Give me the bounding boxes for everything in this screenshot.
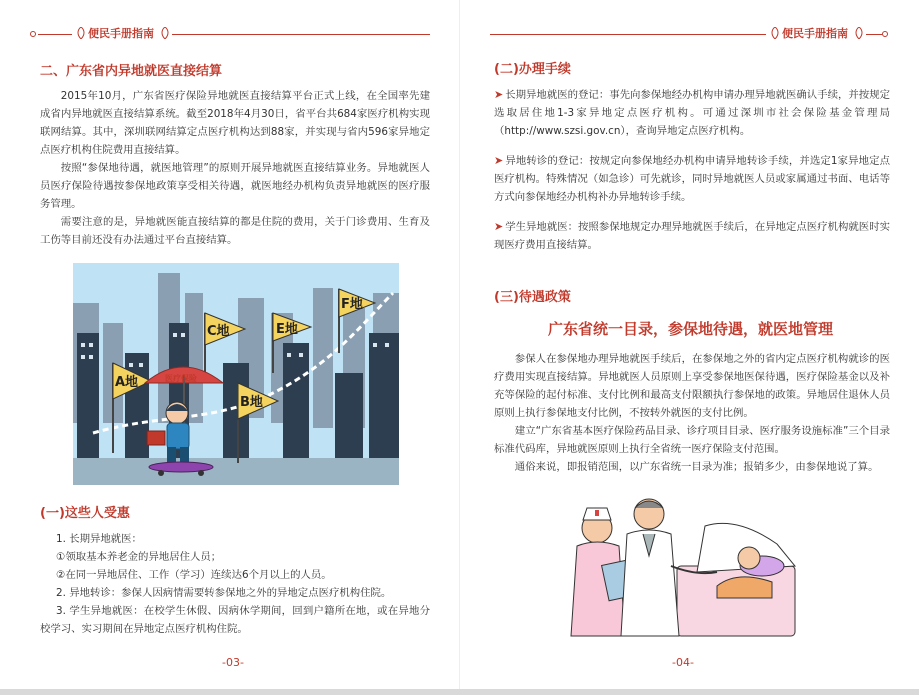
paragraph: 按照“参保地待遇，就医地管理”的原则开展异地就医直接结算业务。异地就医人员医疗保险待遇按参保地政策享受相关待遇，就医地经办机构负责异地就医的医疗服务管理。: [40, 162, 430, 210]
section-title-direct-settlement: 二、广东省内异地就医直接结算: [40, 64, 223, 79]
page-number-right: -04-: [672, 656, 694, 669]
flag-label: F地: [341, 297, 363, 312]
subsection-title-policy: (三)待遇政策: [494, 290, 571, 305]
leaf-icon: [76, 27, 86, 39]
header-title-right: 便民手册指南: [782, 27, 848, 40]
list-item: 1. 长期异地就医：: [56, 533, 142, 545]
ornament-dot-icon: [30, 31, 36, 37]
procedure-bullet: ➤ 学生异地就医：按照参保地规定办理异地就医手续后，在异地定点医疗机构就医时实现医疗费用直接结算。: [494, 220, 890, 251]
flag-label: B地: [240, 395, 263, 410]
paragraph: 通俗来说，即报销范围，以广东省统一目录为准；报销多少，由参保地说了算。: [514, 461, 879, 473]
page-left: [0, 0, 459, 690]
procedure-bullet: ➤ 异地转诊的登记：按规定向参保地经办机构申请异地转诊手续，并选定1家异地定点医疗机构。特殊情况（如急诊）可先就诊，同时异地就医人员或家属通过书面、电话等方式向参保地经办机构补办异地转诊手续。: [494, 154, 890, 203]
leaf-icon: [854, 27, 864, 39]
paragraph: 2015年10月，广东省医疗保险异地就医直接结算平台正式上线，在全国率先建成省内异地就医直接结算系统。截至2018年4月30日，省平台共684家医疗机构实现联网结算。其中，深圳联网结算定点医疗机构达到88家，并实现与省内596家异地定点医疗机构住院费用直接结算。: [40, 90, 430, 156]
subsection-title-beneficiaries: (一)这些人受惠: [40, 506, 130, 521]
paragraph: 参保人在参保地办理异地就医手续后，在参保地之外的省内定点医疗机构就诊的医疗费用实现直接结算。异地就医人员原则上享受参保地医保待遇，医疗保险基金以及补充等保险的起付标准、支付比例和最高支付限额执行参保地的政策。异地居住退休人员原则上执行参保地支付比例，不按转外就医的支付比例。: [494, 353, 890, 419]
leaf-icon: [160, 27, 170, 39]
header-title-left: 便民手册指南: [88, 27, 154, 40]
list-item: 3. 学生异地就医：在校学生休假、因病休学期间，回到户籍所在地，或在异地分校学习、实习期间在异地定点医疗机构住院。: [40, 605, 430, 635]
page-number-left: -03-: [222, 656, 244, 669]
procedure-bullet: ➤ 长期异地就医的登记：事先向参保地经办机构申请办理异地就医确认手续，并按规定选取居住地1-3家异地定点医疗机构。可通过深圳市社会保险基金管理局（http://www.szsi.gov.cn），查询异地定点医疗机构。: [494, 88, 890, 137]
arrow-bullet-icon: ➤: [494, 88, 504, 101]
leaf-icon: [770, 27, 780, 39]
arrow-bullet-icon: ➤: [494, 154, 504, 167]
list-item: 2. 异地转诊：参保人因病情需要转参保地之外的异地定点医疗机构住院。: [56, 587, 392, 599]
header-ornament-right: [490, 24, 890, 46]
doctor-nurse-patient-illustration: [567, 486, 797, 646]
paragraph: 需要注意的是，异地就医能直接结算的都是住院的费用，关于门诊费用、生育及工伤等目前还没有办法通过平台直接结算。: [40, 216, 430, 246]
paragraph: 建立“广东省基本医疗保险药品目录、诊疗项目目录、医疗服务设施标准”三个目录标准代码库，异地就医原则上执行全省统一医疗保险支付范围。: [494, 425, 890, 455]
flag-label: C地: [207, 324, 230, 339]
cartoon-illustration: [73, 263, 399, 485]
umbrella-label: 医疗保险: [165, 374, 197, 383]
arrow-bullet-icon: ➤: [494, 220, 504, 233]
flag-label: E地: [276, 322, 298, 337]
list-item: ①领取基本养老金的异地居住人员；: [56, 551, 222, 563]
header-ornament-left: [30, 24, 430, 46]
flag-label: A地: [115, 375, 139, 390]
policy-headline: 广东省统一目录，参保地待遇，就医地管理: [548, 320, 834, 338]
list-item: ②在同一异地居住、工作（学习）连续达6个月以上的人员。: [56, 569, 332, 581]
ornament-dot-icon: [882, 31, 888, 37]
bottom-strip: [0, 689, 919, 695]
subsection-title-procedures: (二)办理手续: [494, 62, 571, 77]
